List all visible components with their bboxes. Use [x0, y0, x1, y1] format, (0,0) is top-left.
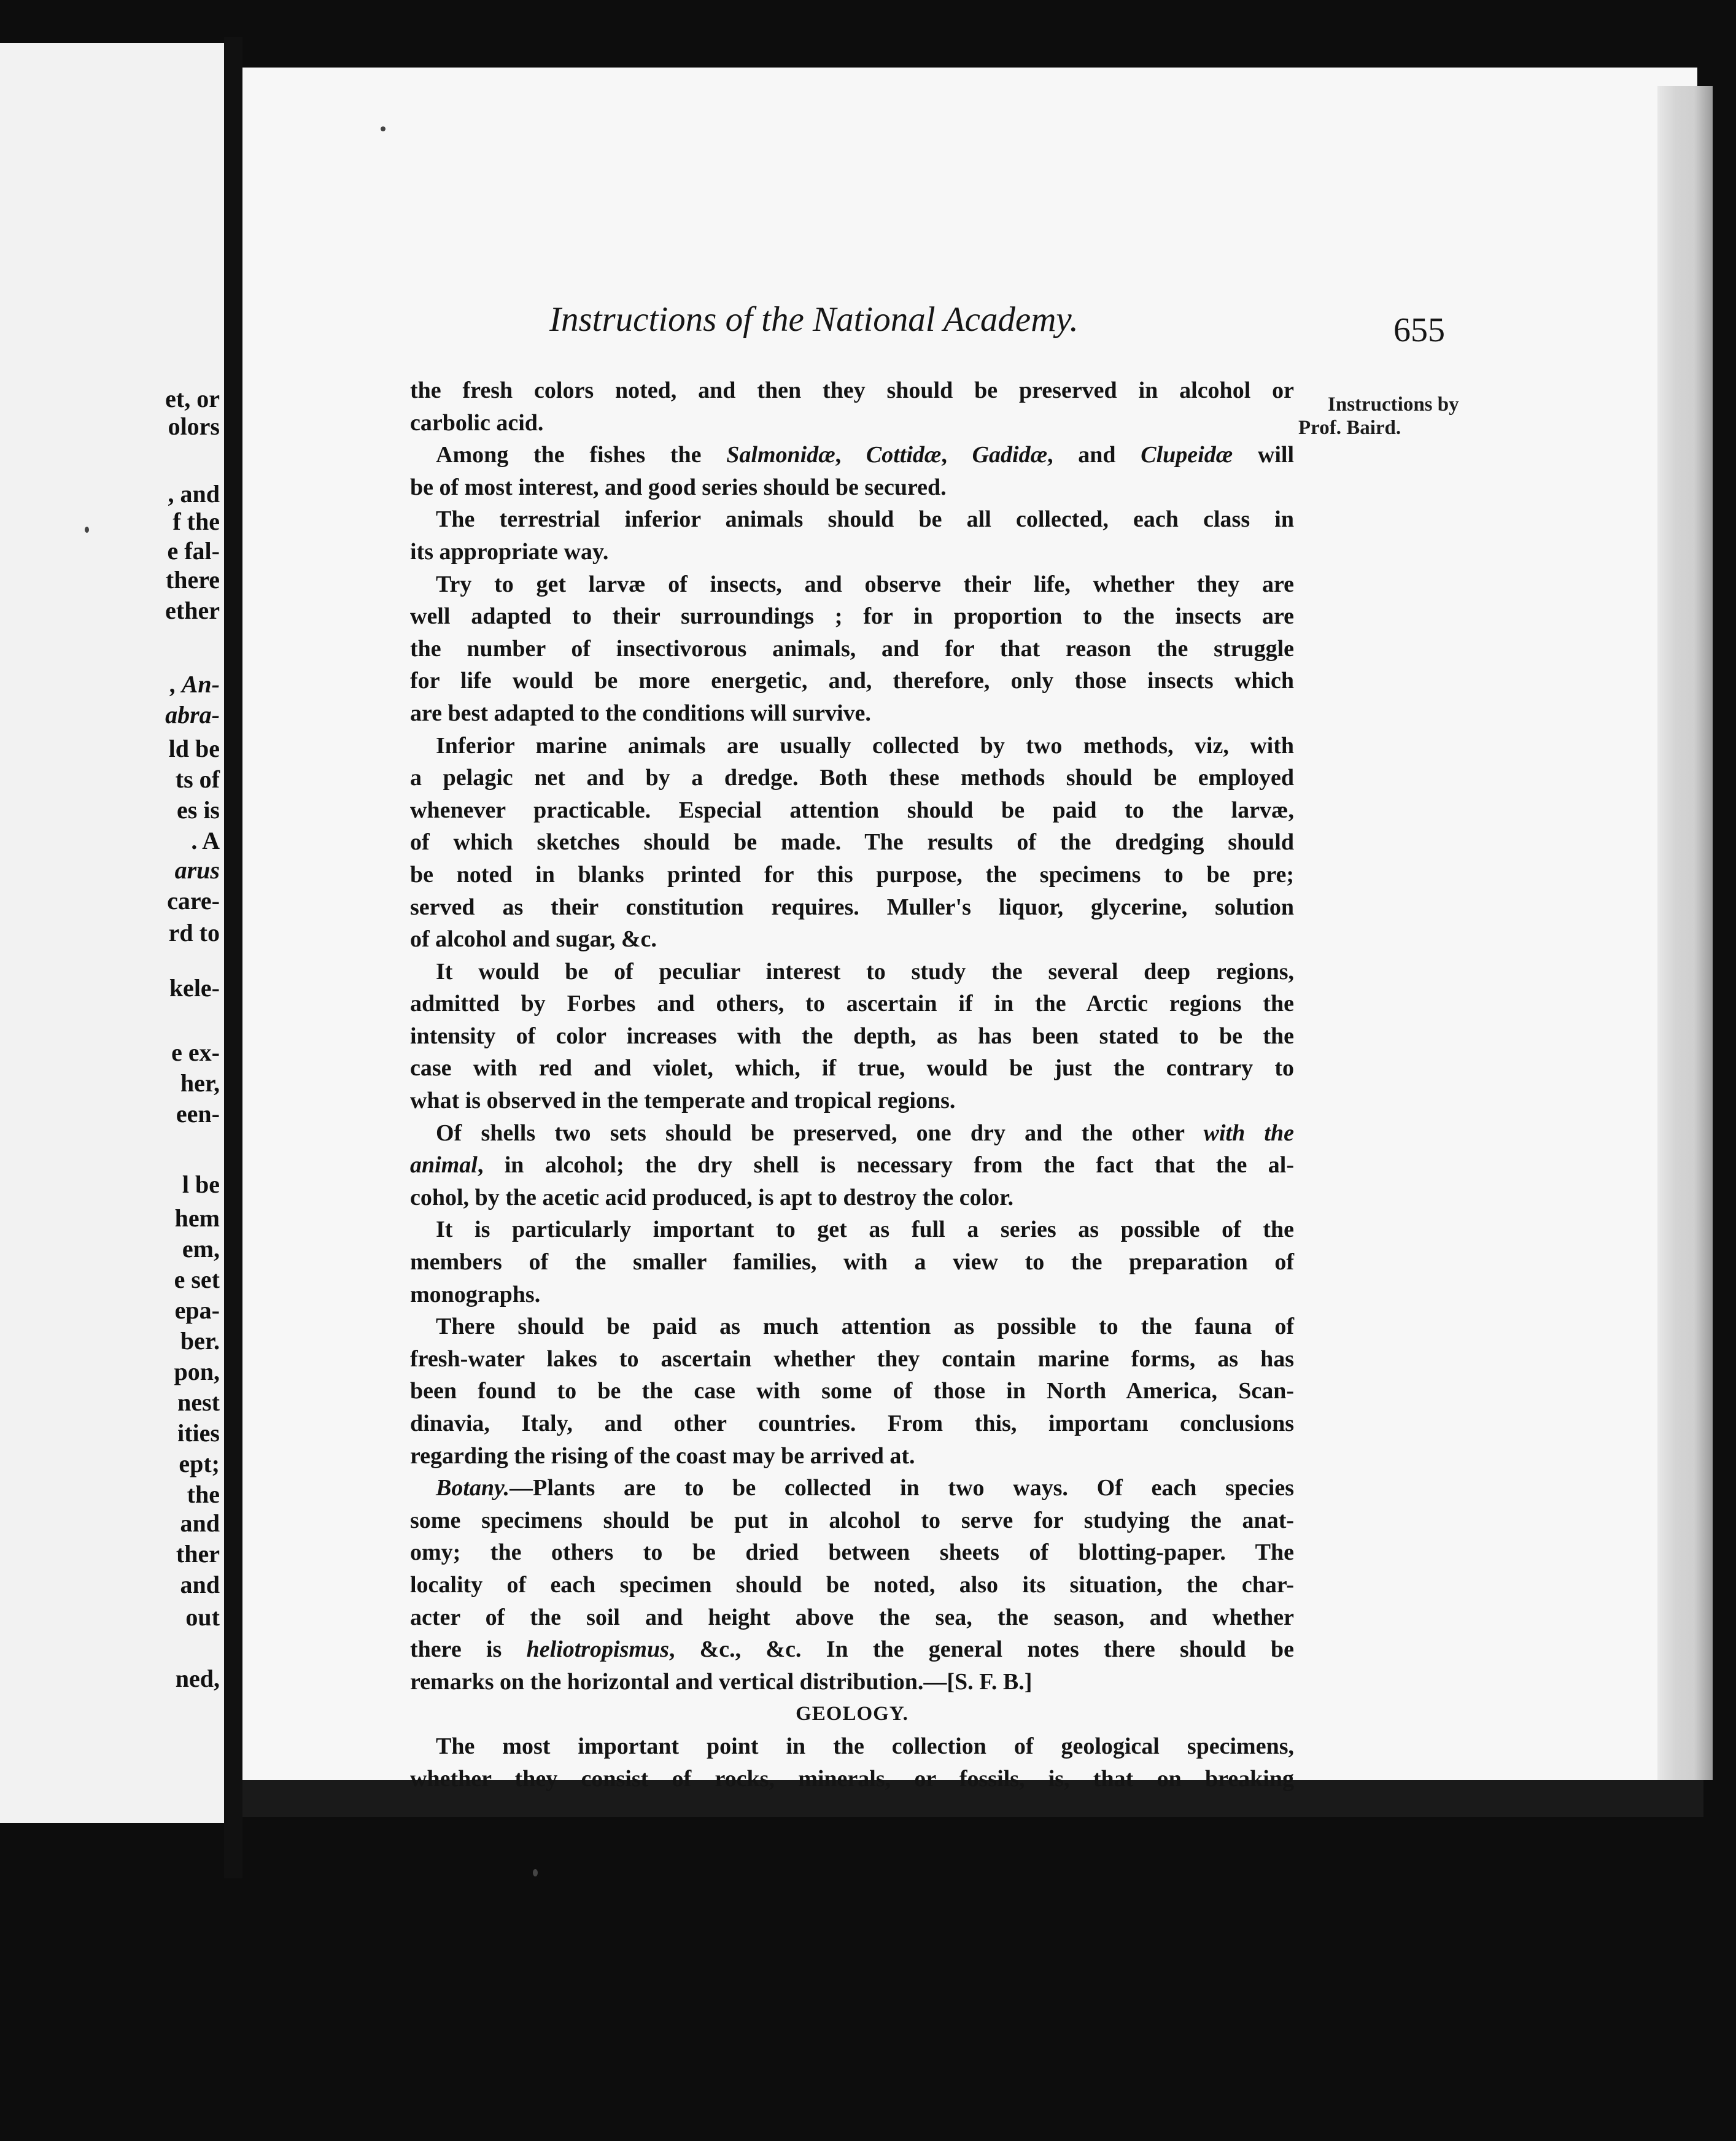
- running-head: Instructions of the National Academy.: [549, 300, 1079, 339]
- left-page-fragment: . A: [191, 827, 220, 854]
- text-line: be of most interest, and good series should be secured.: [410, 474, 947, 500]
- left-page-fragment: ether: [165, 597, 220, 624]
- left-page-fragment: ities: [177, 1419, 220, 1447]
- text-line: members of the smaller families, with a view to the preparation of: [410, 1249, 1294, 1276]
- left-page-fragment: pon,: [174, 1358, 220, 1385]
- left-page-fragment: ept;: [179, 1450, 220, 1477]
- text-line: remarks on the horizontal and vertical distribution.—[S. F. B.]: [410, 1668, 1033, 1695]
- text-line: of which sketches should be made. The results of the dredging should: [410, 829, 1294, 856]
- text-line: acter of the soil and height above the sea, the season, and whether: [410, 1604, 1294, 1630]
- left-page-fragment: f the: [172, 508, 220, 535]
- text-line: a pelagic net and by a dredge. Both these methods should be employed: [410, 765, 1294, 791]
- section-heading: GEOLOGY.: [796, 1703, 909, 1725]
- text-line: carbolic acid.: [410, 409, 544, 436]
- margin-note: [1298, 393, 1489, 439]
- left-page-fragment: nest: [177, 1388, 220, 1416]
- text-line: the fresh colors noted, and then they should be preserved in alcohol or: [410, 377, 1294, 403]
- text-line: Of shells two sets should be preserved, one dry and the other with the: [436, 1120, 1294, 1146]
- text-line: dinavia, Italy, and other countries. From this, importanı conclusions: [410, 1411, 1294, 1436]
- ink-speck: [381, 126, 386, 131]
- text-line: whenever practicable. Especial attention should be paid to the larvæ,: [410, 797, 1294, 823]
- left-page-fragment: olors: [168, 412, 220, 440]
- left-page-fragment: , and: [168, 480, 220, 508]
- text-line: It would be of peculiar interest to study the several deep regions,: [436, 958, 1294, 985]
- left-page-fragment: abra-: [165, 701, 220, 729]
- left-page-fragment: e fal-: [167, 537, 220, 565]
- left-page-fragment: ld be: [168, 735, 220, 762]
- text-line: of alcohol and sugar, &c.: [410, 926, 657, 953]
- text-line: intensity of color increases with the depth, as has been stated to be the: [410, 1023, 1294, 1049]
- text-line: locality of each specimen should be noted, also its situation, the char-: [410, 1571, 1294, 1598]
- page-number: 655: [1393, 311, 1445, 349]
- text-line: case with red and violet, which, if true, would be just the contrary to: [410, 1055, 1294, 1082]
- text-line: Botany.—Plants are to be collected in two ways. Of each species: [436, 1475, 1294, 1501]
- ink-speck: [85, 527, 89, 533]
- text-line: admitted by Forbes and others, to ascertain if in the Arctic regions the: [410, 991, 1294, 1017]
- left-page-fragment: rd to: [168, 919, 220, 947]
- text-line: The terrestrial inferior animals should be all collected, each class in: [436, 506, 1294, 533]
- text-line: be noted in blanks printed for this purpose, the specimens to be pre;: [410, 861, 1294, 888]
- text-line: what is observed in the temperate and tropical regions.: [410, 1088, 956, 1114]
- text-line: There should be paid as much attention as possible to the fauna of: [436, 1314, 1294, 1340]
- text-line: there is heliotropismus, &c., &c. In the general notes there should be: [410, 1636, 1295, 1663]
- margin-note-line: Instructions by: [1328, 393, 1459, 416]
- left-page-fragment: l be: [182, 1171, 220, 1198]
- text-line: Among the fishes the Salmonidæ, Cottidæ, Gadidæ, and Clupeidæ will: [436, 442, 1295, 468]
- left-page-fragment: her,: [180, 1069, 220, 1097]
- left-page-fragment: the: [187, 1481, 220, 1508]
- section-run-in-head: Botany.: [436, 1475, 510, 1501]
- taxon-name: Clupeidæ: [1141, 442, 1233, 468]
- left-page-fragment: es is: [177, 796, 220, 824]
- text-line: regarding the rising of the coast may be arrived at.: [410, 1442, 915, 1469]
- text-line: cohol, by the acetic acid produced, is apt to destroy the color.: [410, 1184, 1014, 1210]
- text-line: monographs.: [410, 1281, 541, 1307]
- text-line: animal, in alcohol; the dry shell is necessary from the fact that the al-: [410, 1152, 1294, 1179]
- text-line: are best adapted to the conditions will survive.: [410, 700, 871, 726]
- text-line: fresh-water lakes to ascertain whether they contain marine forms, as has: [410, 1345, 1294, 1372]
- page-edge-shadow: [1657, 86, 1713, 1780]
- left-page-fragment: arus: [174, 856, 220, 884]
- text-line: served as their constitution requires. Muller's liquor, glycerine, solution: [410, 894, 1294, 920]
- taxon-name: Salmonidæ: [726, 442, 835, 468]
- text-line: Inferior marine animals are usually collected by two methods, viz, with: [436, 732, 1294, 759]
- margin-note-line: Prof. Baird.: [1298, 417, 1401, 439]
- left-page-fragment: em,: [182, 1235, 220, 1263]
- emphasis: with the: [1203, 1120, 1294, 1146]
- text-line: for life would be more energetic, and, therefore, only those insects which: [410, 668, 1294, 694]
- text-line: been found to be the case with some of those in North America, Scan-: [410, 1378, 1294, 1404]
- body-text: [410, 374, 1294, 1795]
- left-page-fragment: hem: [174, 1204, 220, 1232]
- emphasis: animal: [410, 1152, 478, 1179]
- taxon-name: Gadidæ: [972, 442, 1048, 468]
- text-line: its appropriate way.: [410, 538, 609, 565]
- left-page-fragment: , An-: [170, 670, 220, 698]
- left-page-fragment: e ex-: [171, 1039, 220, 1066]
- text-line: the number of insectivorous animals, and for that reason the struggle: [410, 635, 1294, 662]
- left-page-fragment: care-: [167, 887, 220, 915]
- taxon-name: Cottidæ: [866, 442, 942, 468]
- text-line: omy; the others to be dried between sheets of blotting-paper. The: [410, 1539, 1294, 1566]
- left-page-fragment: een-: [176, 1100, 220, 1128]
- text-line: It is particularly important to get as full a series as possible of the: [436, 1217, 1294, 1243]
- left-page-fragment: ber.: [180, 1327, 220, 1355]
- book-gutter: [224, 37, 242, 1878]
- text-line: some specimens should be put in alcohol to serve for studying the anat-: [410, 1507, 1294, 1533]
- text-line: well adapted to their surroundings ; for in proportion to the insects are: [410, 603, 1294, 630]
- left-page-fragment: kele-: [169, 974, 220, 1002]
- left-page-fragment: epa-: [174, 1296, 220, 1324]
- left-page-fragment: and: [180, 1571, 220, 1598]
- left-page-fragment: and: [180, 1509, 220, 1537]
- ink-speck: [533, 1869, 538, 1876]
- left-page-fragment: ned,: [175, 1665, 220, 1692]
- left-page-fragment: there: [165, 566, 220, 594]
- left-page-fragment: out: [185, 1603, 220, 1631]
- text-line: whether they consist of rocks, minerals, or fossils, is, that on breaking: [410, 1765, 1294, 1792]
- left-page-fragment: ther: [176, 1540, 220, 1568]
- left-page-fragment: ts of: [175, 765, 220, 793]
- text-line: Try to get larvæ of insects, and observe their life, whether they are: [436, 571, 1294, 597]
- text-line: The most important point in the collection of geological specimens,: [436, 1733, 1294, 1759]
- emphasis: heliotropismus: [526, 1636, 669, 1663]
- left-page-fragment: et, or: [165, 385, 220, 412]
- left-page-fragment: e set: [174, 1266, 220, 1293]
